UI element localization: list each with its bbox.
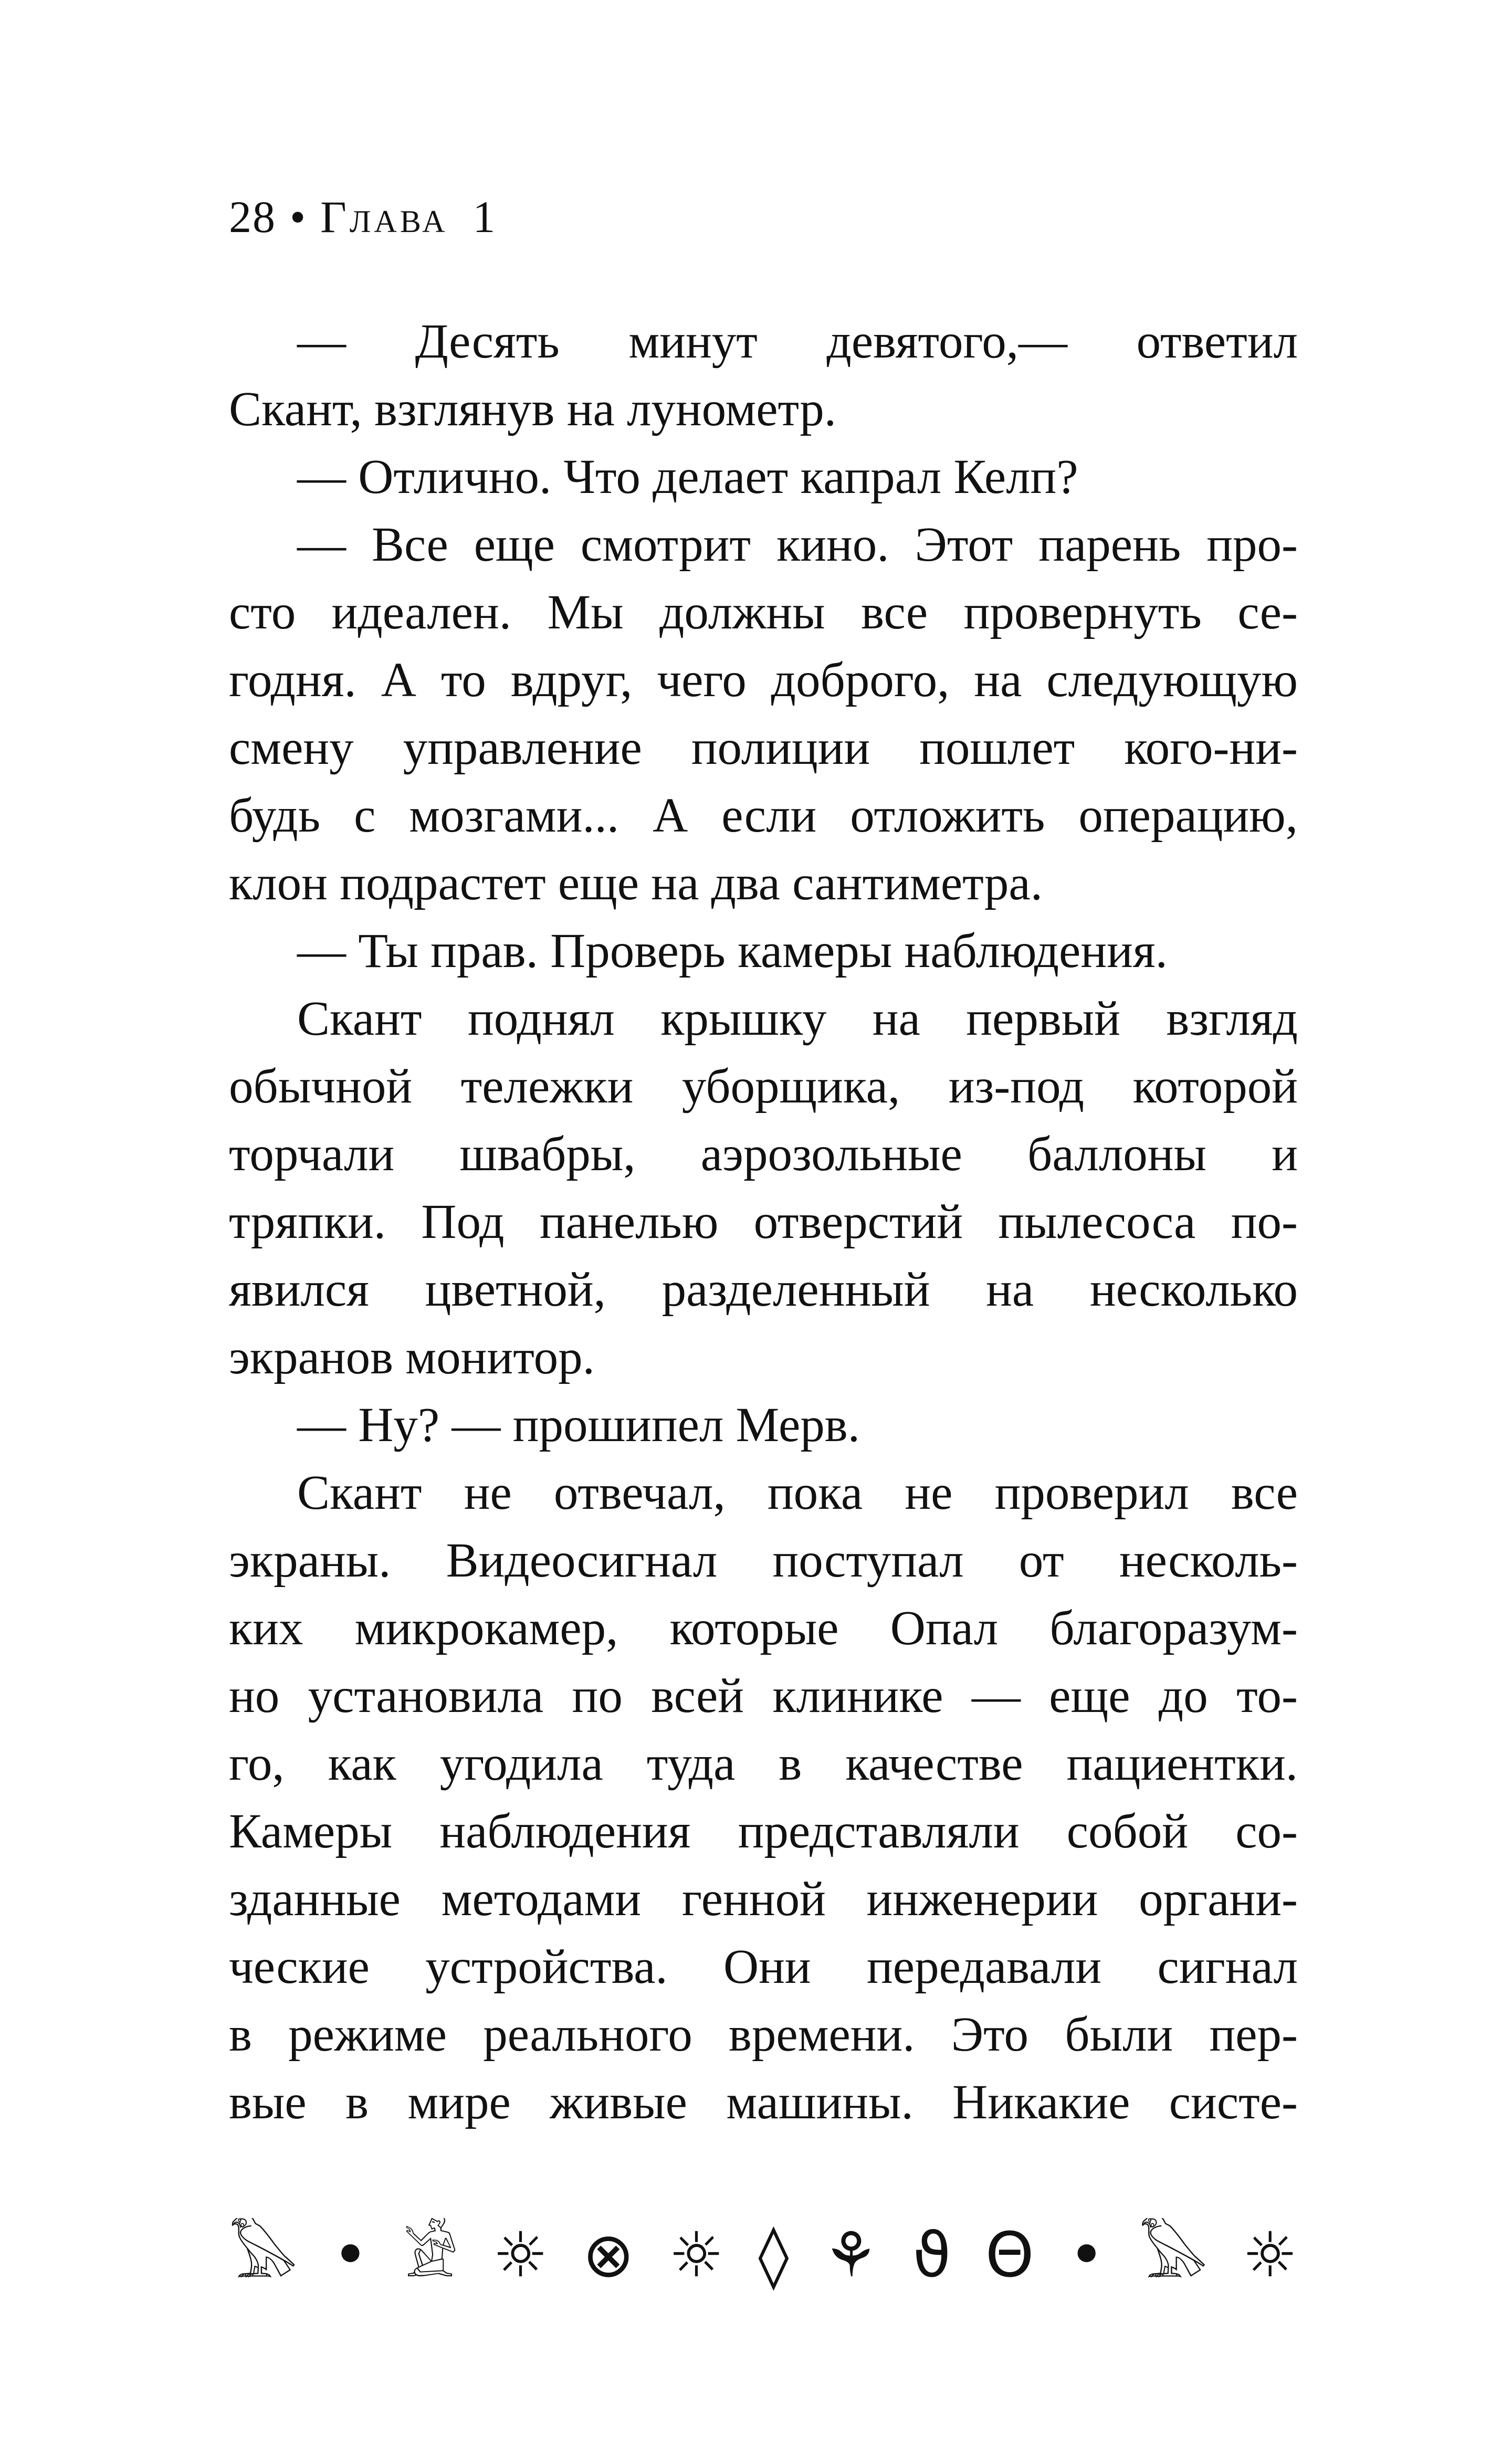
text-line: но установила по всей клинике — еще до то- — [229, 1669, 1298, 1723]
chapter-label: Глава — [320, 192, 448, 242]
text-line: Камеры наблюдения представляли собой со- — [229, 1804, 1298, 1858]
bird-icon: 𓅃 — [1139, 2219, 1208, 2291]
drop-icon: ◊ — [758, 2219, 789, 2291]
text-line: сто идеален. Мы должны все провернуть се- — [229, 585, 1298, 639]
sun-icon: ☼ — [1242, 2219, 1298, 2291]
text-line: — Десять минут девятого,— ответил — [297, 314, 1298, 369]
text-line: Скант не отвечал, пока не проверил все — [297, 1466, 1298, 1520]
text-line: тряпки. Под панелью отверстий пылесоса по- — [229, 1195, 1298, 1249]
running-head — [229, 192, 497, 242]
text-line: Скант, взглянув на лунометр. — [229, 382, 837, 436]
body-text — [229, 308, 1298, 2136]
text-line: — Ну? — прошипел Мерв. — [297, 1398, 860, 1452]
sun-icon: ☼ — [492, 2219, 549, 2291]
acorn-icon: Θ — [985, 2219, 1034, 2291]
text-line: экраны. Видеосигнал поступал от несколь- — [229, 1533, 1298, 1588]
text-line: — Все еще смотрит кино. Этот парень про- — [297, 518, 1298, 572]
text-line: ческие устройства. Они передавали сигнал — [229, 1940, 1298, 1994]
sun-icon: ☼ — [668, 2219, 724, 2291]
wheel-icon: ⊗ — [582, 2219, 635, 2291]
crab-icon: ⚘ — [823, 2219, 879, 2291]
footer-ornament — [229, 2218, 1298, 2292]
header-separator: • — [290, 192, 307, 242]
text-line: торчали швабры, аэрозольные баллоны и — [229, 1127, 1298, 1181]
dot-icon: • — [332, 2219, 369, 2291]
text-line: вые в мире живые машины. Никакие систе- — [229, 2075, 1298, 2129]
text-line: явился цветной, разделенный на несколько — [229, 1263, 1298, 1317]
text-line: экранов монитор. — [229, 1330, 595, 1384]
dot-icon: • — [1068, 2219, 1105, 2291]
chapter-number: 1 — [472, 192, 497, 242]
text-line: смену управление полиции пошлет кого-ни- — [229, 721, 1298, 775]
text-line: го, как угодила туда в качестве пациентки. — [229, 1737, 1298, 1791]
figure-icon: 𓀀 — [403, 2219, 459, 2291]
text-line: ких микрокамер, которые Опал благоразум- — [229, 1601, 1298, 1655]
swirl-icon: ϑ — [912, 2219, 951, 2291]
text-line: обычной тележки уборщика, из-под которой — [229, 1059, 1298, 1113]
text-line: годня. А то вдруг, чего доброго, на следующую — [229, 653, 1298, 707]
text-line: Скант поднял крышку на первый взгляд — [297, 992, 1298, 1046]
text-line: зданные методами генной инженерии органи- — [229, 1872, 1298, 1926]
text-line: клон подрастет еще на два сантиметра. — [229, 856, 1043, 910]
bird-icon: 𓅃 — [229, 2219, 298, 2291]
text-line: будь с мозгами... А если отложить операцию, — [229, 789, 1298, 843]
text-line: — Отлично. Что делает капрал Келп? — [297, 450, 1078, 504]
page-number: 28 — [229, 192, 276, 242]
text-line: в режиме реального времени. Это были пер- — [229, 2008, 1298, 2062]
text-line: — Ты прав. Проверь камеры наблюдения. — [297, 924, 1168, 978]
